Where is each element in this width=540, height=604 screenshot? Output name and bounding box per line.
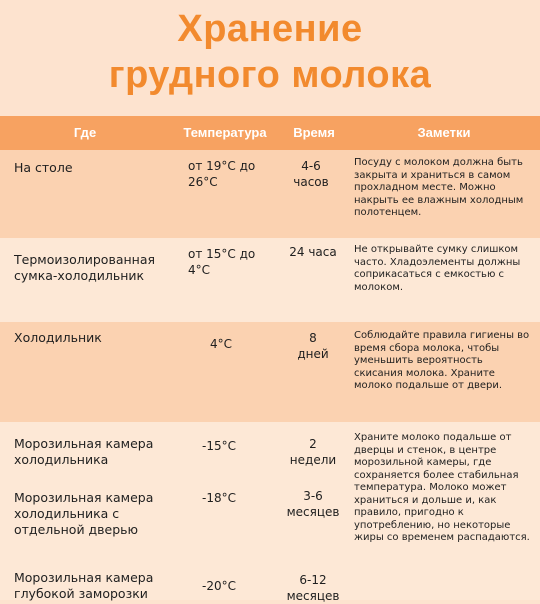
table-header: [0, 116, 540, 150]
cell-time: 24 часа: [289, 245, 337, 259]
cell-temperature: -20°C: [202, 579, 236, 593]
cell-where: Термоизолированная сумка-холодильник: [14, 252, 156, 283]
cell-time: 3-6 месяцев: [286, 489, 340, 519]
table-row: [0, 150, 540, 238]
cell-temperature: от 15°C до 4°C: [188, 247, 256, 277]
title-line-1: Хранение: [177, 8, 363, 50]
cell-where: На столе: [14, 160, 73, 175]
table-row: [0, 322, 540, 422]
cell-temperature: от 19°C до 26°C: [188, 159, 256, 189]
cell-notes: Посуду с молоком должна быть закрыта и храниться в самом прохладном месте. Можно накрыть ее влажным холодным полотенцем.: [354, 157, 524, 218]
cell-where: Морозильная камера глубокой заморозки: [14, 570, 154, 601]
cell-temperature: -18°C: [202, 491, 236, 505]
cell-temperature: 4°C: [210, 337, 233, 351]
cell-time: 6-12 месяцев: [286, 573, 340, 603]
title-line-2: грудного молока: [108, 54, 432, 96]
cell-time: 2 недели: [289, 437, 337, 467]
cell-notes: Соблюдайте правила гигиены во время сбора молока, чтобы уменьшить вероятность скисания молока. Храните молоко подальше от двери.: [354, 330, 530, 391]
table-row: [0, 238, 540, 322]
cell-where: Морозильная камера холодильника с отдельной дверью: [14, 490, 154, 537]
column-header-where: Где: [73, 125, 97, 140]
column-header-temperature: Температура: [183, 125, 267, 140]
cell-time: 8 дней: [297, 331, 329, 361]
page-title: [0, 0, 540, 115]
cell-temperature: -15°C: [202, 439, 236, 453]
cell-where: Холодильник: [14, 330, 102, 345]
column-header-notes: Заметки: [417, 125, 471, 140]
cell-where: Морозильная камера холодильника: [14, 436, 154, 467]
cell-time: 4-6 часов: [293, 159, 329, 189]
table-row: [0, 422, 540, 603]
cell-notes: Не открывайте сумку слишком часто. Хладоэлементы должны соприкасаться с емкостью с молоком.: [354, 244, 521, 293]
column-header-time: Время: [293, 125, 335, 140]
cell-notes: Храните молоко подальше от дверцы и стенок, в центре морозильной камеры, где сохраняется более стабильная температура. Молоко может храниться и дольше и, как правило, пригодно к употреблению, но некоторые жиры со временем распадаются.: [354, 432, 530, 543]
